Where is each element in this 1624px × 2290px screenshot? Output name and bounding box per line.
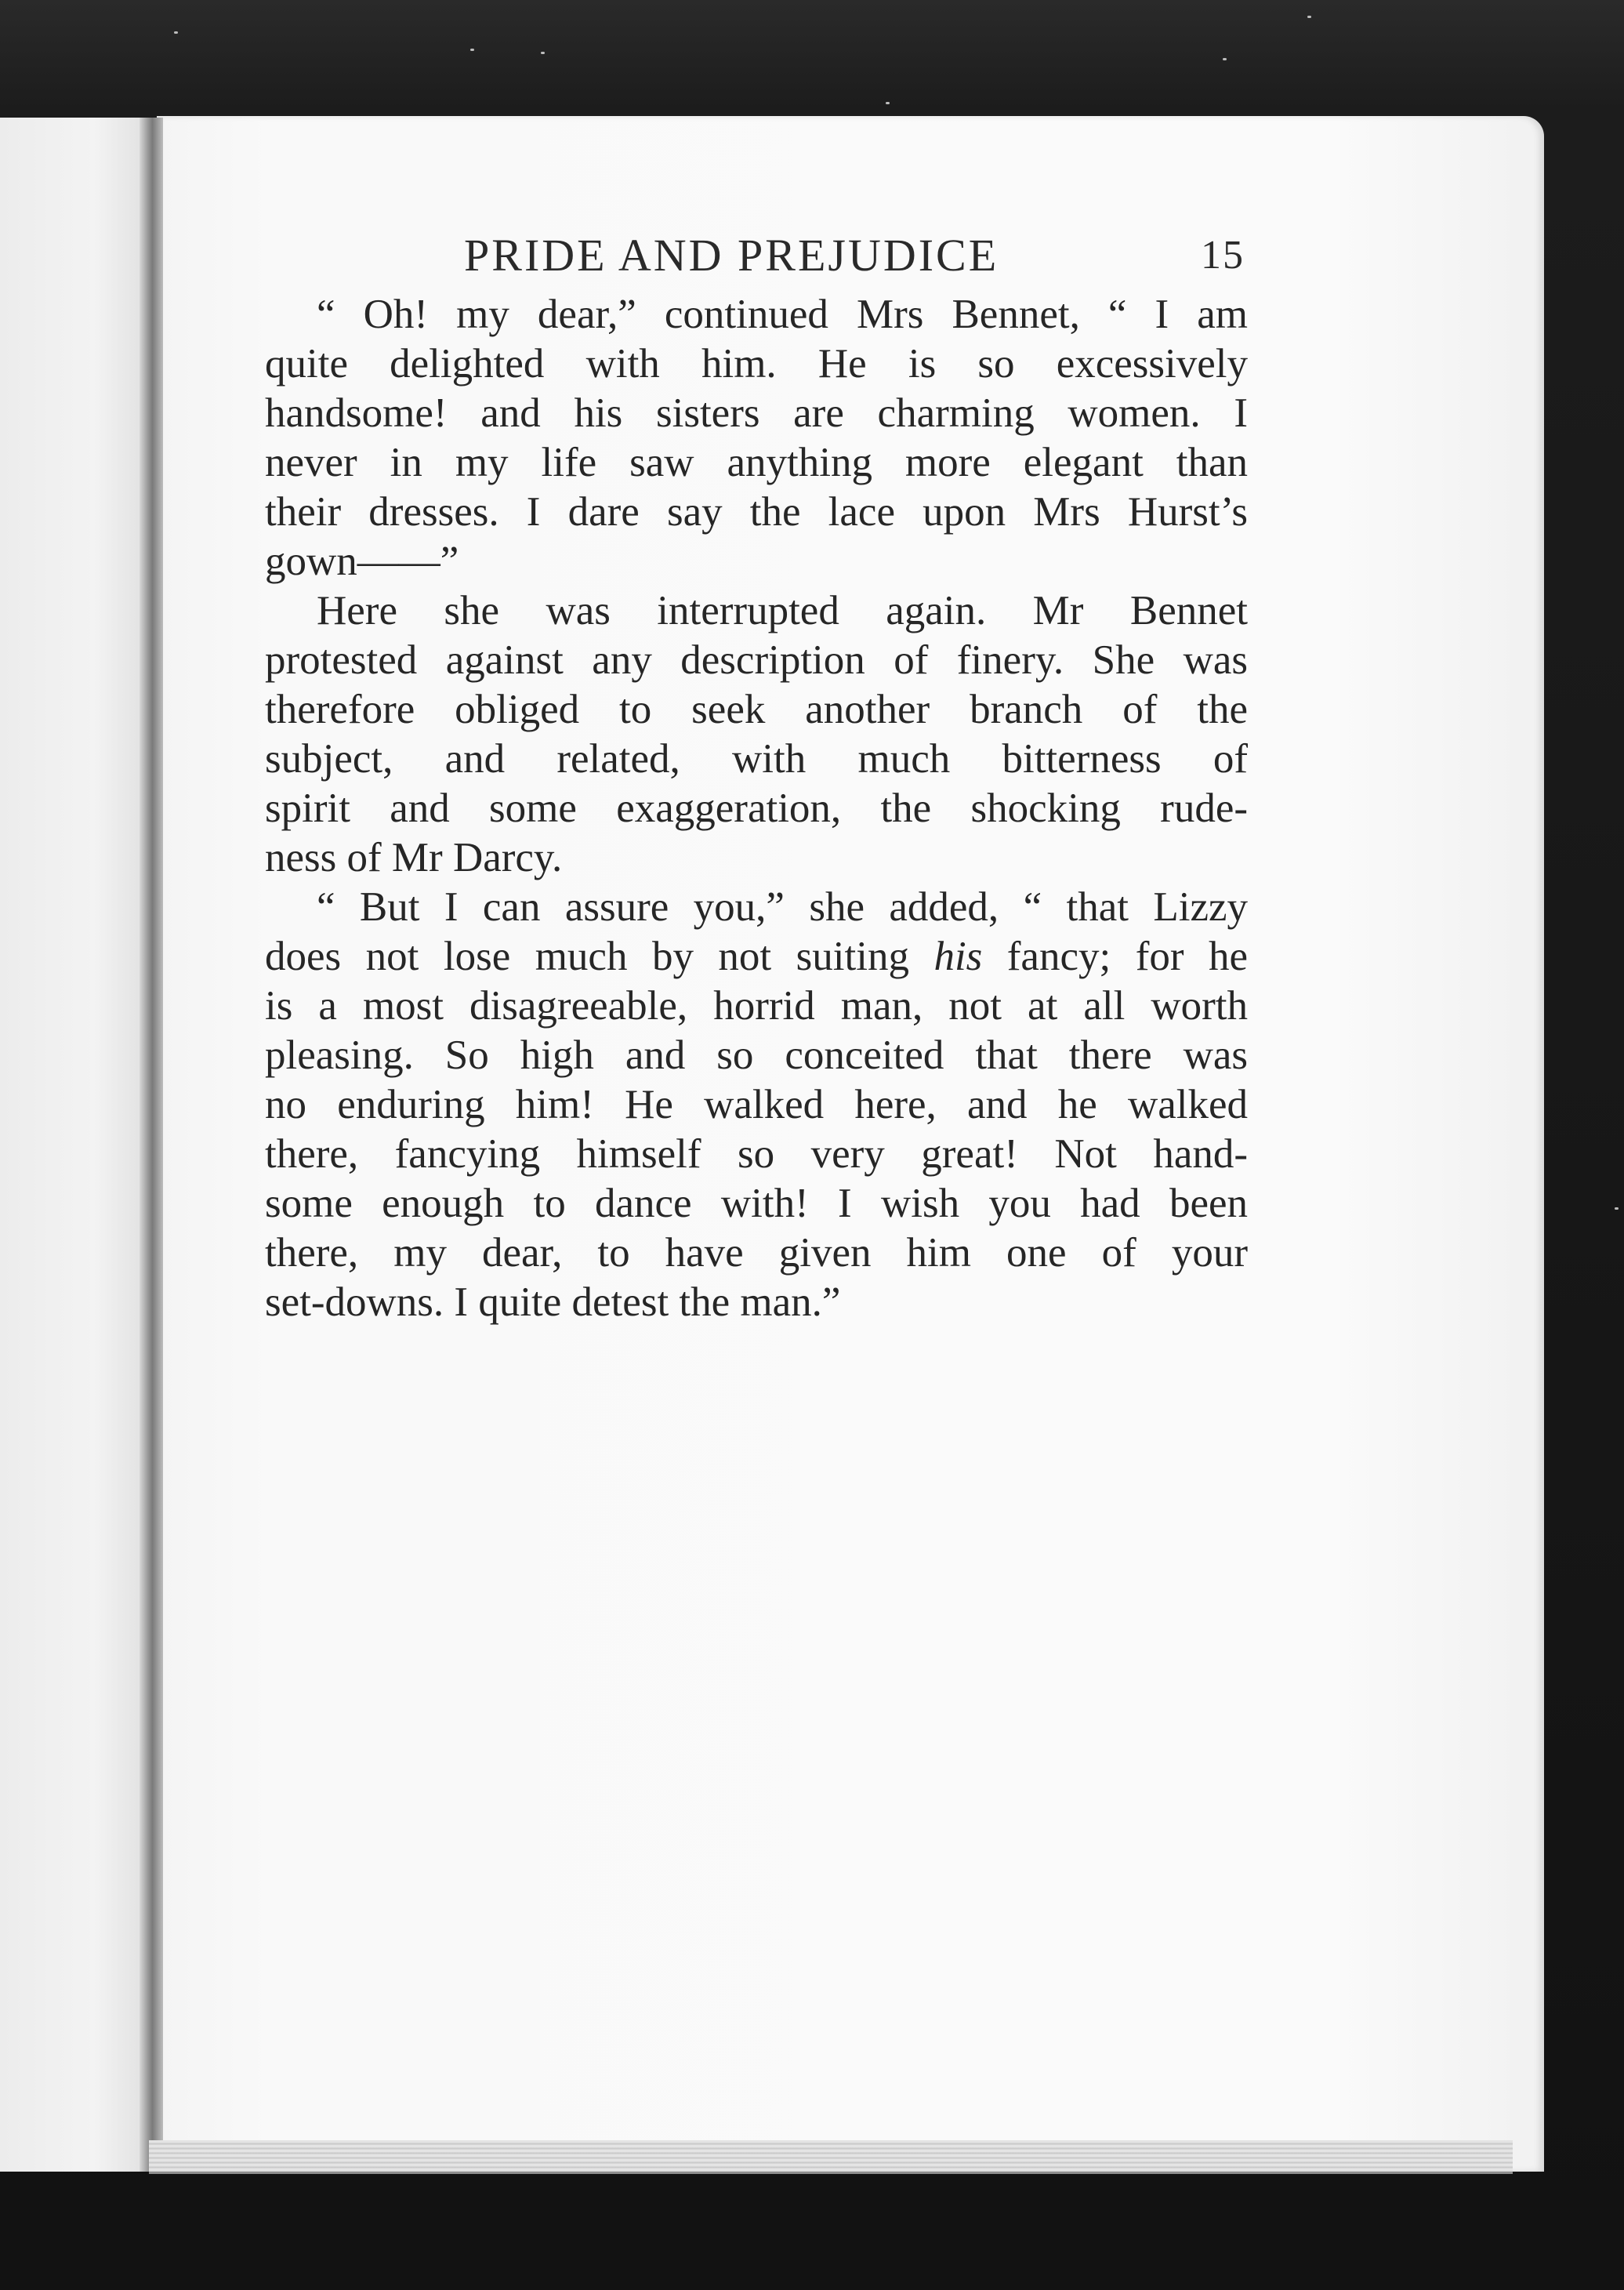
text-line: set-downs. I quite detest the man.” bbox=[265, 1279, 841, 1325]
text-line: ness of Mr Darcy. bbox=[265, 835, 563, 880]
page-number: 15 bbox=[1201, 233, 1245, 278]
dust-speck bbox=[1307, 16, 1311, 18]
paragraph-2 bbox=[265, 586, 1248, 883]
paragraph-1 bbox=[265, 290, 1248, 586]
italic-emphasis: his bbox=[933, 934, 983, 979]
paragraph-3 bbox=[265, 883, 1248, 1327]
text-run: does not lose much by not suiting bbox=[265, 934, 934, 979]
text-line: pleasing. So high and so conceited that there was bbox=[265, 1032, 1248, 1078]
text-line: is a most disagreeable, horrid man, not at all worth bbox=[265, 983, 1248, 1029]
text-line: spirit and some exaggeration, the shocking rude- bbox=[265, 786, 1248, 831]
running-head bbox=[265, 229, 1245, 284]
dust-speck bbox=[541, 52, 545, 54]
text-line: there, my dear, to have given him one of your bbox=[265, 1230, 1248, 1276]
text-line: gown——” bbox=[265, 539, 459, 584]
text-line: no enduring him! He walked here, and he walked bbox=[265, 1082, 1248, 1127]
page-edges bbox=[149, 2140, 1513, 2174]
text-line: their dresses. I dare say the lace upon Mrs Hurst’s bbox=[265, 489, 1248, 535]
running-head-title: PRIDE AND PREJUDICE bbox=[464, 230, 999, 281]
text-line bbox=[265, 932, 1248, 982]
dust-speck bbox=[886, 102, 890, 104]
text-line: protested against any description of finery. She was bbox=[265, 637, 1248, 683]
facing-left-page bbox=[0, 118, 157, 2172]
text-line: “ Oh! my dear,” continued Mrs Bennet, “ I am bbox=[317, 292, 1248, 337]
text-line: handsome! and his sisters are charming women. I bbox=[265, 390, 1248, 436]
text-line: some enough to dance with! I wish you had been bbox=[265, 1181, 1248, 1226]
text-line: therefore obliged to seek another branch of the bbox=[265, 687, 1248, 732]
dust-speck bbox=[1223, 58, 1227, 60]
text-line: never in my life saw anything more elegant than bbox=[265, 440, 1248, 485]
text-line: quite delighted with him. He is so excessively bbox=[265, 341, 1248, 387]
dust-speck bbox=[1615, 1207, 1619, 1210]
dust-speck bbox=[174, 31, 178, 34]
text-line: “ But I can assure you,” she added, “ that Lizzy bbox=[317, 884, 1248, 930]
text-line: there, fancying himself so very great! Not hand- bbox=[265, 1131, 1248, 1177]
text-line: subject, and related, with much bitterness of bbox=[265, 736, 1248, 782]
body-text bbox=[265, 290, 1248, 1327]
dust-speck bbox=[470, 49, 474, 51]
text-run: fancy; for he bbox=[982, 934, 1248, 979]
text-line: Here she was interrupted again. Mr Bennet bbox=[317, 588, 1248, 633]
book-gutter bbox=[140, 118, 163, 2172]
